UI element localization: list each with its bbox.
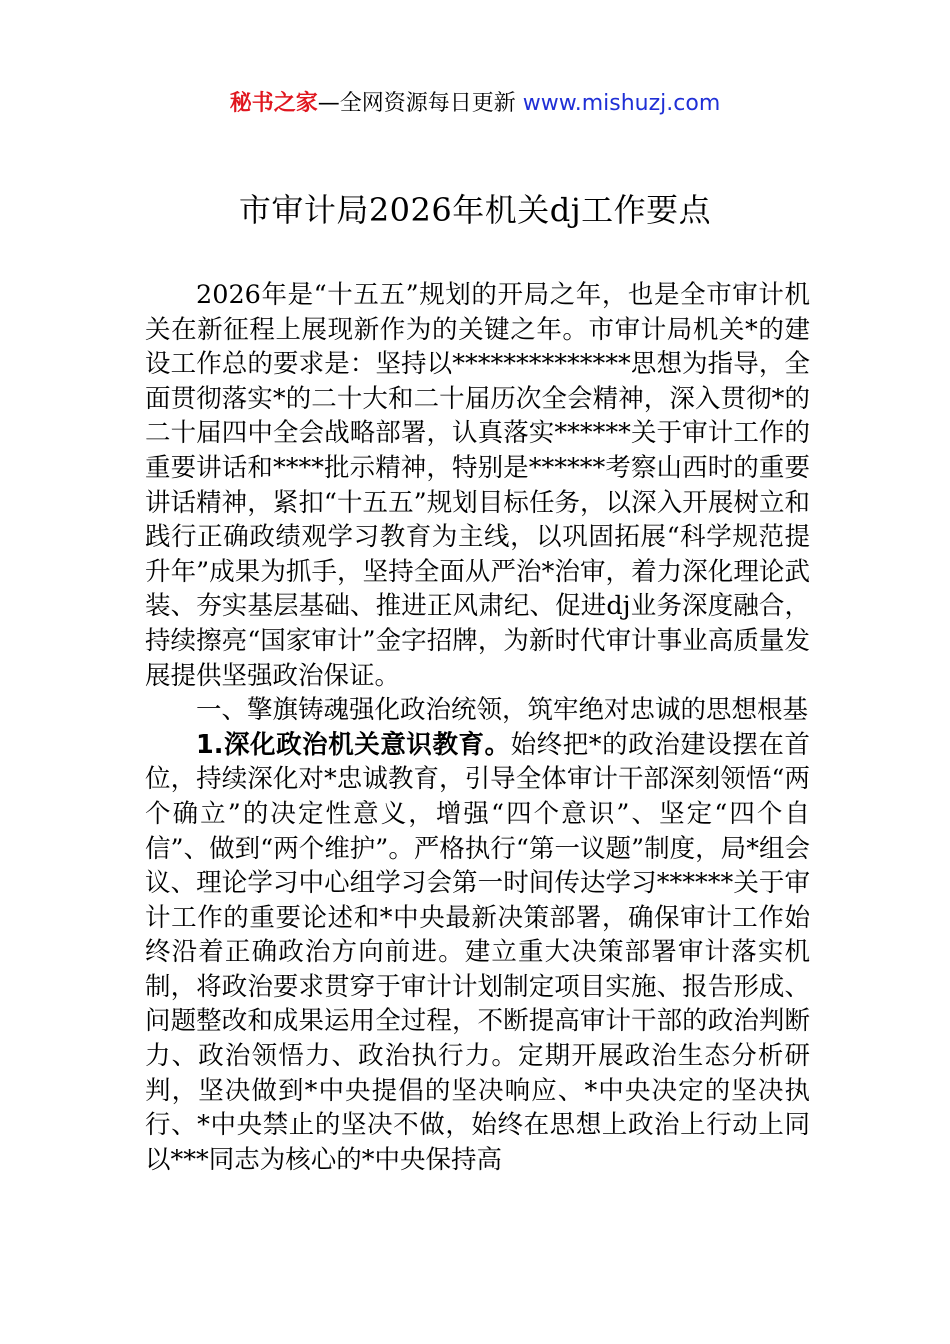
item-paragraph: [145, 728, 810, 1178]
document-title: 市审计局2026年机关dj工作要点: [238, 191, 712, 229]
intro-paragraph: 2026年是“十五五”规划的开局之年，也是全市审计机关在新征程上展现新作为的关键之年。市审计局机关*的建设工作总的要求是：坚持以**************思想为指导，全面贯彻落实*的二十大和二十届历次全会精神，深入贯彻*的二十届四中全会战略部署，认真落实******关于审计工作的重要讲话和****批示精神，特别是******考察山西时的重要讲话精神，紧扣“十五五”规划目标任务，以深入开展树立和践行正确政绩观学习教育为主线，以巩固拓展“科学规范提升年”成果为抓手，坚持全面从严治*治审，着力深化理论武装、夯实基层基础、推进正风肃纪、促进dj业务深度融合，持续擦亮“国家审计”金字招牌，为新时代审计事业高质量发展提供坚强政治保证。: [145, 280, 810, 691]
site-header: [0, 88, 950, 120]
item-title: 1.深化政治机关意识教育。: [196, 729, 511, 760]
document-body: [145, 278, 810, 1177]
header-slogan: —全网资源每日更新: [317, 91, 523, 116]
brand-name: 秘书之家: [229, 91, 318, 116]
item-body: 始终把*的政治建设摆在首位，持续深化对*忠诚教育，引导全体审计干部深刻领悟“两个确立”的决定性意义，增强“四个意识”、坚定“四个自信”、做到“两个维护”。严格执行“第一议题”制度，局*组会议、理论学习中心组学习会第一时间传达学习******关于审计工作的重要论述和*中央最新决策部署，确保审计工作始终沿着正确政治方向前进。建立重大决策部署审计落实机制，将政治要求贯穿于审计计划制定项目实施、报告形成、问题整改和成果运用全过程，不断提高审计干部的政治判断力、政治领悟力、政治执行力。定期开展政治生态分析研判，坚决做到*中央提倡的坚决响应、*中央决定的坚决执行、*中央禁止的坚决不做，始终在思想上政治上行动上同以***同志为核心的*中央保持高: [145, 729, 810, 1175]
section-heading: 一、擎旗铸魂强化政治统领，筑牢绝对忠诚的思想根基: [196, 695, 809, 726]
site-url-link[interactable]: www.mishuzj.com: [522, 91, 721, 116]
